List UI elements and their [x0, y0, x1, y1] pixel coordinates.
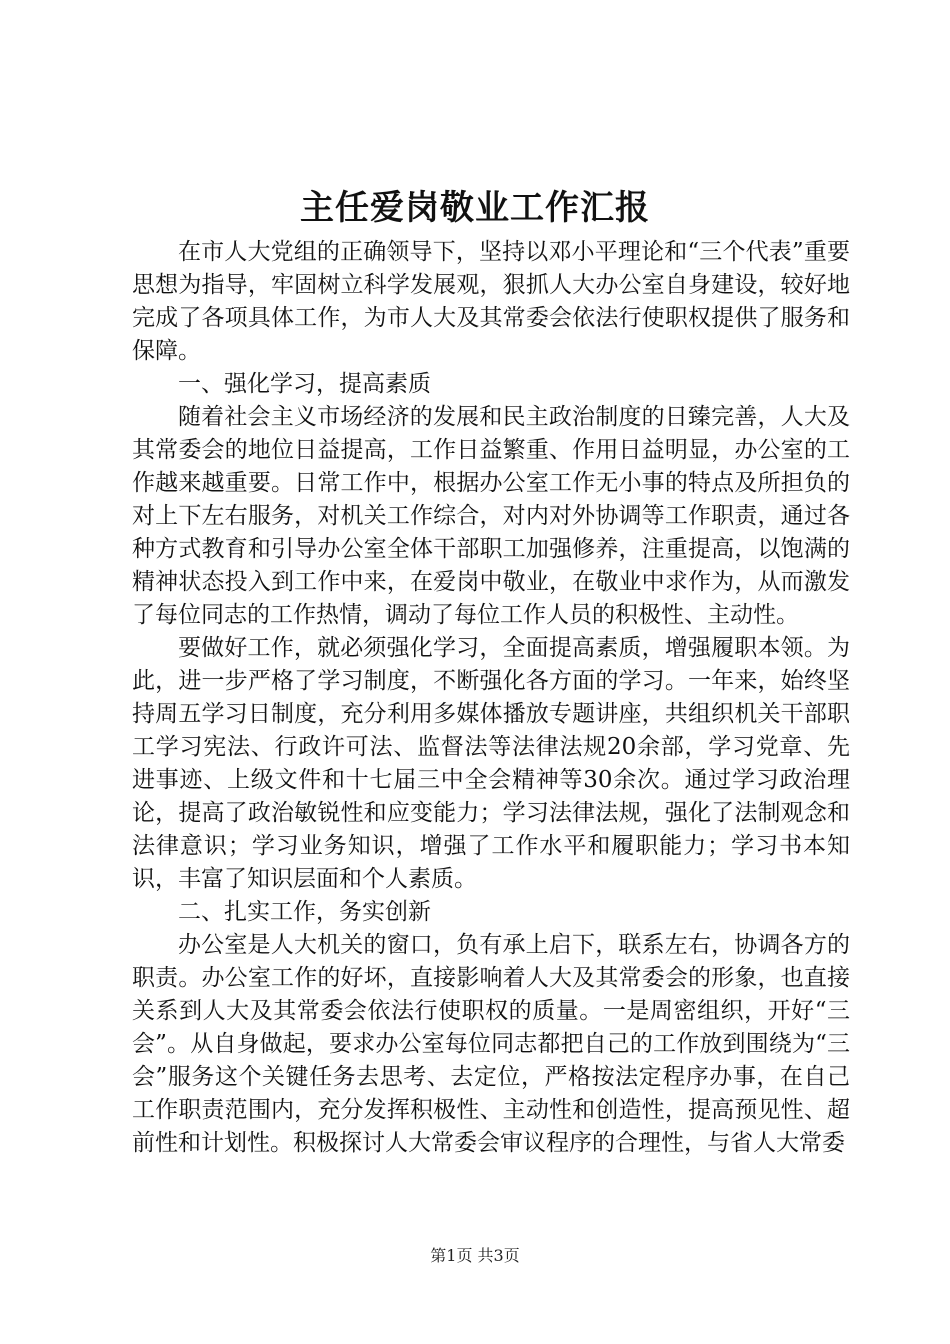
paragraph-body: 随着社会主义市场经济的发展和民主政治制度的日臻完善，人大及其常委会的地位日益提高，工作日益繁重、作用日益明显，办公室的工作越来越重要。日常工作中，根据办公室工作无小事的特点及所担负的对上下左右服务，对机关工作综合，对内对外协调等工作职责，通过各种方式教育和引导办公室全体干部职工加强修养，注重提高，以饱满的精神状态投入到工作中来，在爱岗中敬业，在敬业中求作为，从而激发了每位同志的工作热情，调动了每位工作人员的积极性、主动性。 [132, 404, 850, 628]
section-heading-2: 二、扎实工作，务实创新 [178, 899, 431, 925]
paragraph-intro: 在市人大党组的正确领导下，坚持以邓小平理论和“三个代表”重要思想为指导，牢固树立科学发展观，狠抓人大办公室自身建设，较好地完成了各项具体工作，为市人大及其常委会依法行使职权提供了服务和保障。 [132, 239, 850, 364]
paragraph-body: 要做好工作，就必须强化学习，全面提高素质，增强履职本领。为此，进一步严格了学习制度，不断强化各方面的学习。一年来，始终坚持周五学习日制度，充分利用多媒体播放专题讲座，共组织机关干部职工学习宪法、行政许可法、监督法等法律法规20余部，学习党章、先进事迹、上级文件和十七届三中全会精神等30余次。通过学习政治理论，提高了政治敏锐性和应变能力；学习法律法规，强化了法制观念和法律意识；学习业务知识，增强了工作水平和履职能力；学习书本知识，丰富了知识层面和个人素质。 [132, 635, 850, 892]
section-heading-1: 一、强化学习，提高素质 [178, 371, 431, 397]
document-title: 主任爱岗敬业工作汇报 [300, 188, 650, 228]
page-number-footer: 第1页 共3页 [430, 1246, 520, 1265]
paragraph-body: 办公室是人大机关的窗口，负有承上启下，联系左右，协调各方的职责。办公室工作的好坏，直接影响着人大及其常委会的形象，也直接关系到人大及其常委会依法行使职权的质量。一是周密组织，开好“三会”。从自身做起，要求办公室每位同志都把自己的工作放到围绕为“三会”服务这个关键任务去思考、去定位，严格按法定程序办事，在自己工作职责范围内，充分发挥积极性、主动性和创造性，提高预见性、超前性和计划性。积极探讨人大常委会审议程序的合理性，与省人大常委 [132, 932, 850, 1156]
document-body [132, 236, 850, 1160]
